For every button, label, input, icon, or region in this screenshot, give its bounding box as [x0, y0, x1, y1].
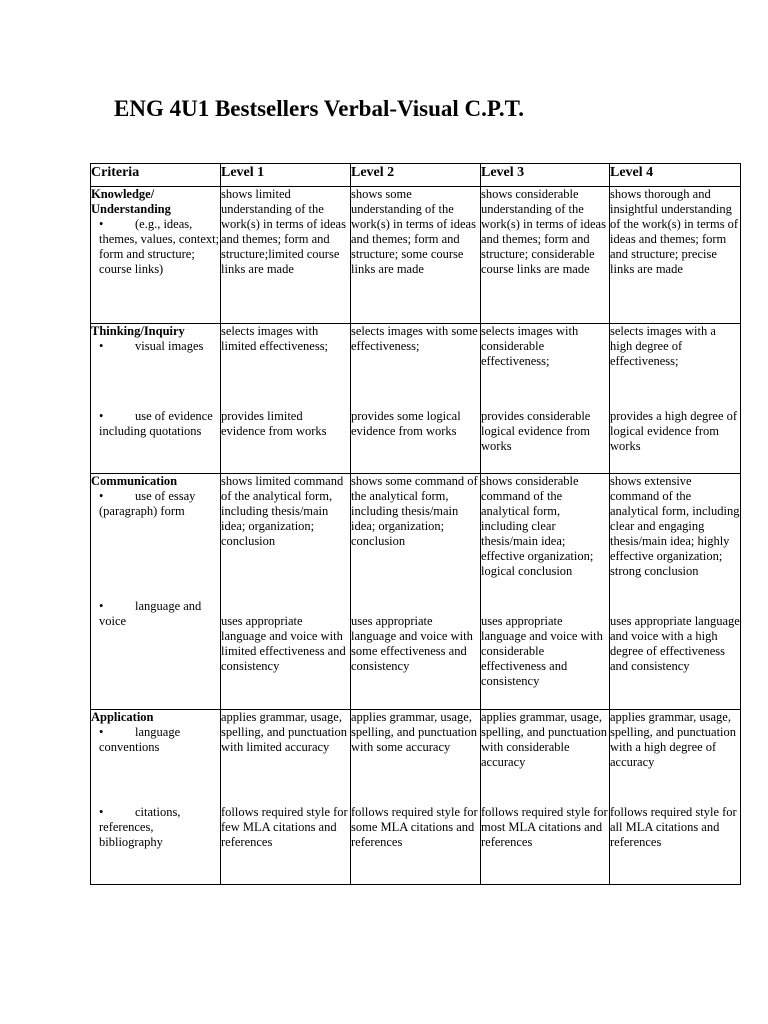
level-descriptor: applies grammar, usage, spelling, and punctuation with considerable accuracy [481, 710, 608, 769]
criteria-name: Knowledge/ Understanding [91, 187, 171, 216]
level-2-cell: shows some understanding of the work(s) in terms of ideas and themes; form and structure; some course links are made [351, 187, 481, 324]
criteria-name: Application [91, 710, 154, 724]
level-2-cell [351, 710, 481, 885]
header-level-4: Level 4 [610, 164, 741, 187]
level-3-cell: shows considerable understanding of the work(s) in terms of ideas and themes; form and structure; considerable course links are made [481, 187, 610, 324]
level-descriptor: applies grammar, usage, spelling, and punctuation with limited accuracy [221, 710, 348, 754]
header-level-2: Level 2 [351, 164, 481, 187]
criteria-item-label: visual images [135, 339, 204, 353]
level-1-cell: shows limited understanding of the work(s) in terms of ideas and themes; form and structure;limited course links are made [221, 187, 351, 324]
level-descriptor: selects images with some effectiveness; [351, 324, 478, 353]
level-descriptor: selects images with limited effectiveness; [221, 324, 329, 353]
criteria-item [91, 805, 220, 850]
level-4-cell: shows thorough and insightful understanding of the work(s) in terms of ideas and themes; form and structure; precise links are made [610, 187, 741, 324]
level-descriptor: shows considerable command of the analytical form, including clear thesis/main idea; effective organization; logical conclusion [481, 474, 594, 578]
level-descriptor: applies grammar, usage, spelling, and punctuation with some accuracy [351, 710, 478, 754]
level-descriptor: selects images with a high degree of effectiveness; [610, 324, 716, 368]
level-descriptor: shows extensive command of the analytical form, including clear and engaging thesis/main idea; highly effective organization; strong conclusion [610, 474, 740, 578]
criteria-cell [91, 324, 221, 474]
level-1-cell [221, 474, 351, 710]
level-4-cell [610, 324, 741, 474]
table-row-knowledge [91, 187, 741, 324]
level-descriptor: uses appropriate language and voice with a high degree of effectiveness and consistency [610, 614, 740, 673]
bullet-mark: • [99, 409, 104, 423]
criteria-cell [91, 187, 221, 324]
table-row-communication [91, 474, 741, 710]
level-descriptor: follows required style for most MLA citations and references [481, 805, 608, 849]
level-4-cell [610, 474, 741, 710]
bullet-mark: • [99, 725, 104, 739]
level-descriptor: provides some logical evidence from works [351, 409, 461, 438]
bullet-mark: • [99, 217, 104, 231]
level-descriptor: uses appropriate language and voice with considerable effectiveness and consistency [481, 614, 603, 688]
level-4-cell [610, 710, 741, 885]
table-row-thinking [91, 324, 741, 474]
rubric-table [90, 163, 741, 885]
level-descriptor: shows limited command of the analytical form, including thesis/main idea; organization; conclusion [221, 474, 344, 548]
criteria-name: Thinking/Inquiry [91, 324, 185, 338]
bullet-mark: • [99, 805, 104, 819]
level-descriptor: follows required style for few MLA citations and references [221, 805, 348, 849]
level-descriptor: shows some command of the analytical form, including thesis/main idea; organization; conclusion [351, 474, 478, 548]
level-descriptor: applies grammar, usage, spelling, and punctuation with a high degree of accuracy [610, 710, 737, 769]
header-level-3: Level 3 [481, 164, 610, 187]
header-criteria: Criteria [91, 164, 221, 187]
bullet-mark: • [99, 599, 104, 613]
header-row [91, 164, 741, 187]
level-1-cell [221, 710, 351, 885]
level-2-cell [351, 474, 481, 710]
level-3-cell [481, 710, 610, 885]
level-descriptor: follows required style for all MLA citations and references [610, 805, 737, 849]
level-descriptor: uses appropriate language and voice with some effectiveness and consistency [351, 614, 473, 673]
criteria-item-label: language conventions [99, 725, 181, 754]
criteria-item [91, 217, 220, 277]
criteria-cell [91, 710, 221, 885]
criteria-item [91, 599, 220, 629]
level-descriptor: uses appropriate language and voice with limited effectiveness and consistency [221, 614, 346, 673]
criteria-item [91, 725, 220, 805]
criteria-cell [91, 474, 221, 710]
bullet-mark: • [99, 489, 104, 503]
criteria-item-label: language and voice [99, 599, 202, 628]
criteria-item-label: (e.g., ideas, themes, values, context; form and structure; course links) [99, 217, 220, 276]
criteria-item [91, 409, 220, 439]
level-descriptor: provides a high degree of logical evidence from works [610, 409, 738, 453]
level-descriptor: selects images with considerable effectiveness; [481, 324, 579, 368]
table-row-application [91, 710, 741, 885]
level-3-cell [481, 474, 610, 710]
criteria-name: Communication [91, 474, 178, 488]
level-1-cell [221, 324, 351, 474]
level-descriptor: provides considerable logical evidence from works [481, 409, 591, 453]
level-descriptor: follows required style for some MLA citations and references [351, 805, 478, 849]
criteria-item-label: use of essay (paragraph) form [99, 489, 196, 518]
criteria-item [91, 489, 220, 599]
bullet-mark: • [99, 339, 104, 353]
page-title: ENG 4U1 Bestsellers Verbal-Visual C.P.T. [114, 96, 524, 121]
level-2-cell [351, 324, 481, 474]
criteria-item-label: use of evidence including quotations [99, 409, 213, 438]
level-descriptor: provides limited evidence from works [221, 409, 327, 438]
header-level-1: Level 1 [221, 164, 351, 187]
level-3-cell [481, 324, 610, 474]
criteria-item [91, 339, 220, 409]
criteria-item-label: citations, references, bibliography [99, 805, 181, 849]
